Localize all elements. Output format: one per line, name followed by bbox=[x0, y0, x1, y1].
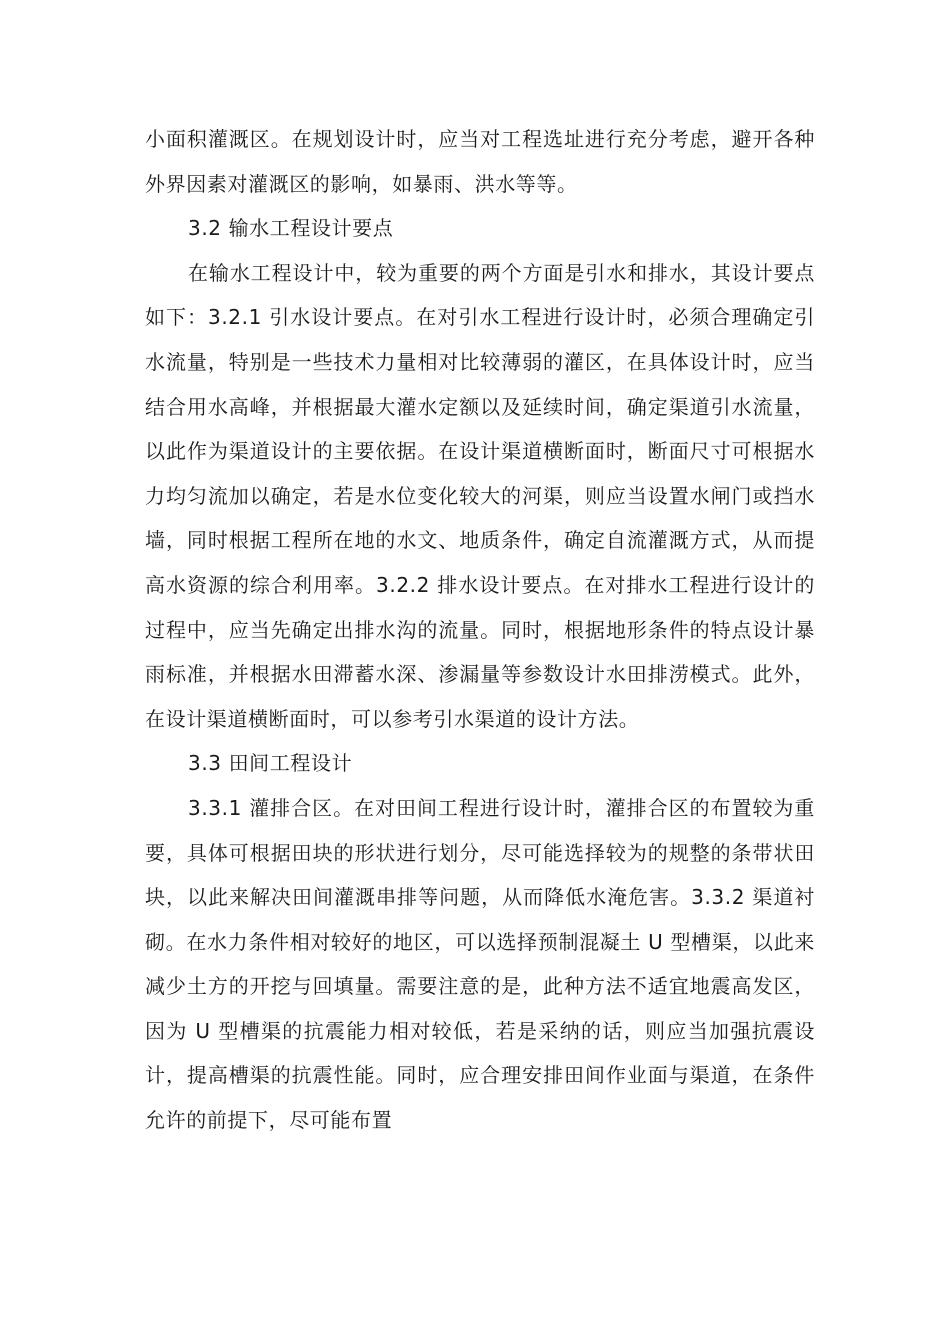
document-body bbox=[145, 117, 815, 1143]
paragraph-irrigation-area: 小面积灌溉区。在规划设计时，应当对工程选址进行充分考虑，避开各种外界因素对灌溉区的影响，如暴雨、洪水等等。 bbox=[145, 127, 815, 196]
section-heading-3-3: 3.3 田间工程设计 bbox=[188, 751, 353, 776]
paragraph-field-engineering: 3.3.1 灌排合区。在对田间工程进行设计时，灌排合区的布置较为重要，具体可根据田块的形状进行划分，尽可能选择较为的规整的条带状田块，以此来解决田间灌溉串排等问题，从而降低水淹危害。3.3.2 渠道衬砌。在水力条件相对较好的地区，可以选择预制混凝土 U 型槽渠，以此来减少土方的开挖与回填量。需要注意的是，此种方法不适宜地震高发区，因为 U 型槽渠的抗震能力相对较低，若是采纳的话，则应当加强抗震设计，提高槽渠的抗震性能。同时，应合理安排田间作业面与渠道，在条件允许的前提下，尽可能布置 bbox=[145, 795, 815, 1133]
paragraph-water-conveyance: 在输水工程设计中，较为重要的两个方面是引水和排水，其设计要点如下：3.2.1 引水设计要点。在对引水工程进行设计时，必须合理确定引水流量，特别是一些技术力量相对比较薄弱的灌区，在具体设计时，应当结合用水高峰，并根据最大灌水定额以及延续时间，确定渠道引水流量，以此作为渠道设计的主要依据。在设计渠道横断面时，断面尺寸可根据水力均匀流加以确定，若是水位变化较大的河渠，则应当设置水闸门或挡水墙，同时根据工程所在地的水文、地质条件，确定自流灌溉方式，从而提高水资源的综合利用率。3.2.2 排水设计要点。在对排水工程进行设计的过程中，应当先确定出排水沟的流量。同时，根据地形条件的特点设计暴雨标准，并根据水田滞蓄水深、渗漏量等参数设计水田排涝模式。此外，在设计渠道横断面时，可以参考引水渠道的设计方法。 bbox=[145, 260, 815, 731]
section-heading-3-2: 3.2 输水工程设计要点 bbox=[188, 216, 394, 241]
